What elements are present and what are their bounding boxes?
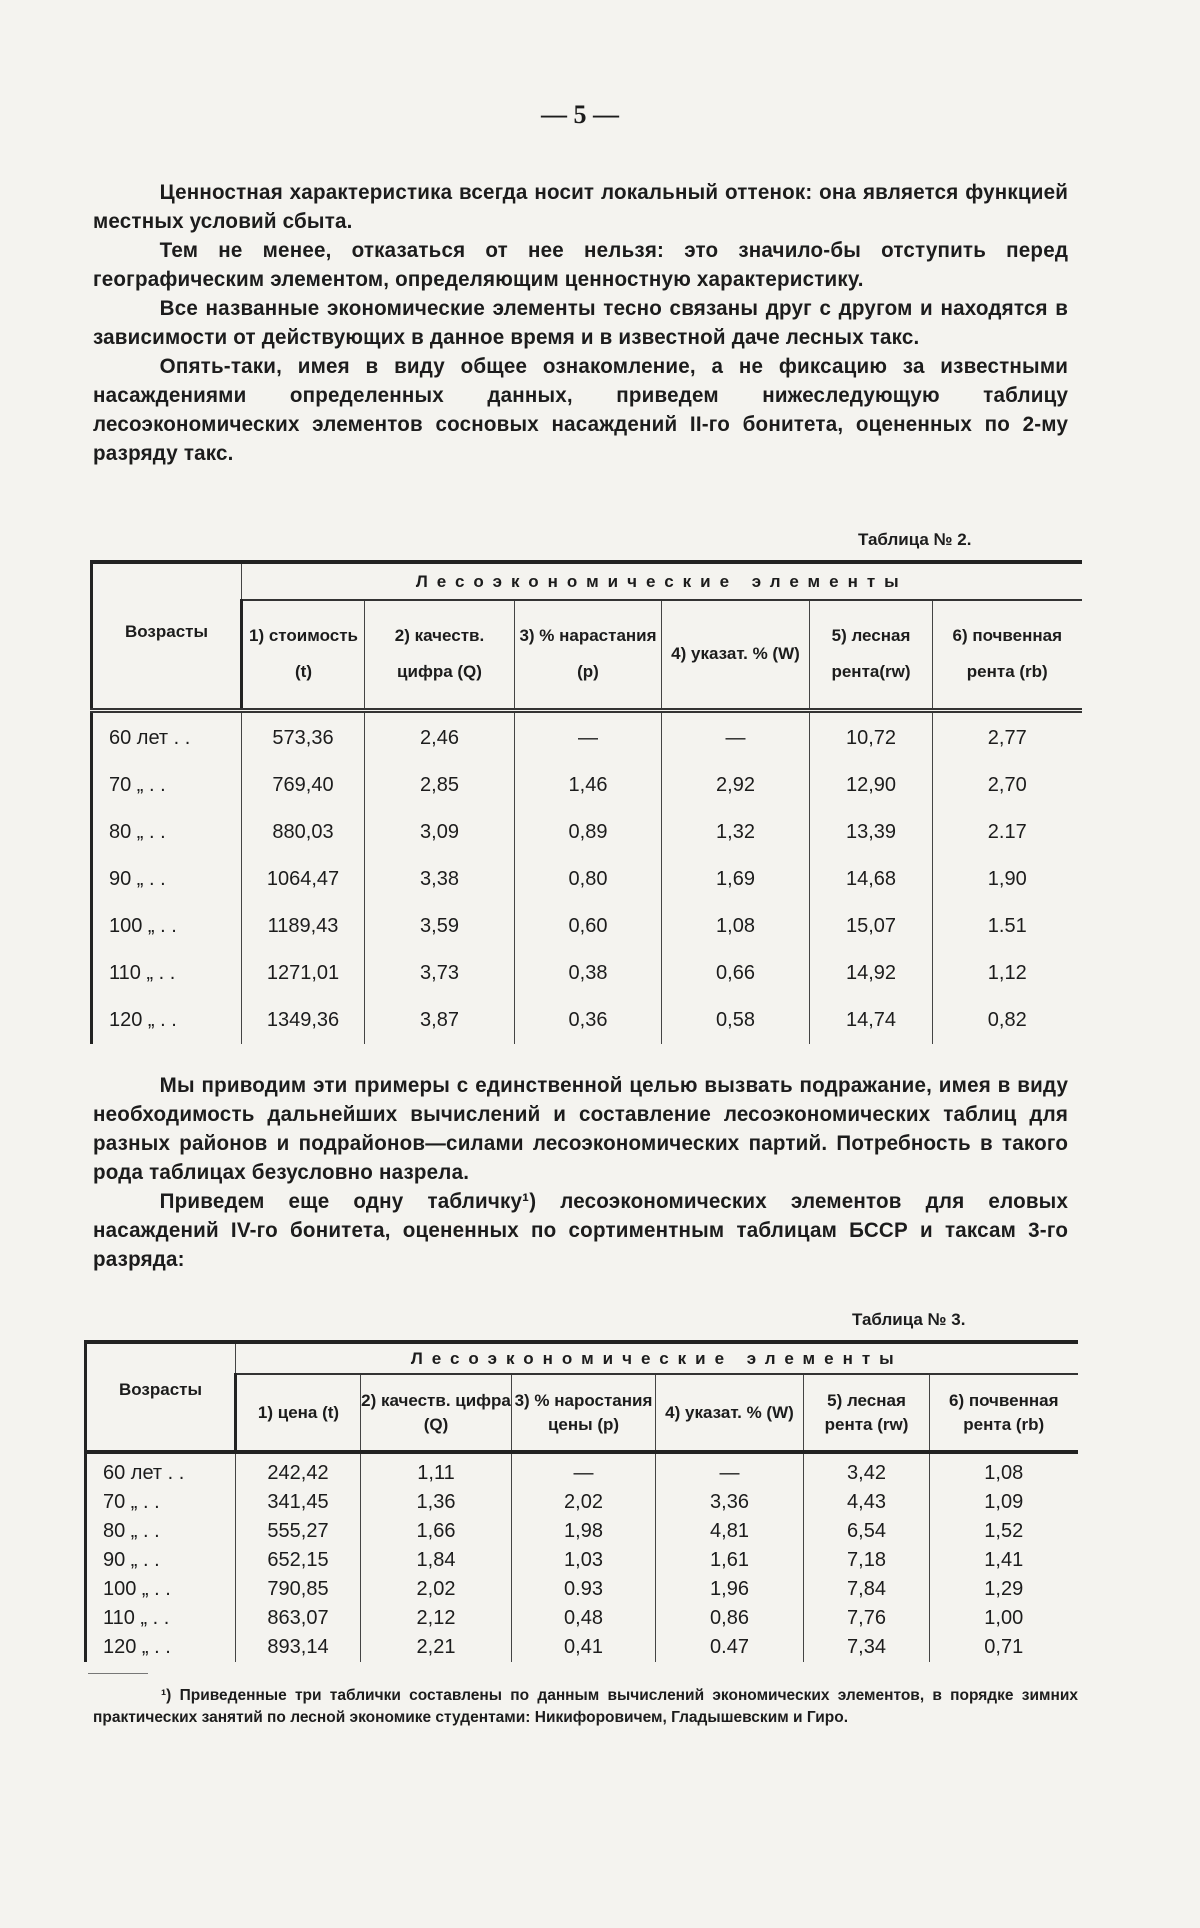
value-cell: 1,66 [361,1517,512,1546]
column-header: 4) указат. % (W) [662,600,810,710]
column-header: 6) почвенная рента (rb) [933,600,1082,710]
column-header: 3) % наростания цены (p) [512,1374,656,1452]
value-cell: 2,02 [361,1575,512,1604]
age-cell: 70 „ . . [86,1488,236,1517]
table-row [92,710,1082,762]
value-cell: 7,34 [804,1633,930,1662]
value-cell: 652,15 [236,1546,361,1575]
value-cell: 12,90 [810,762,933,809]
value-cell: 3,38 [365,856,515,903]
age-cell: 90 „ . . [86,1546,236,1575]
value-cell: 0,38 [515,950,662,997]
intro-text [93,178,1068,468]
age-cell: 90 „ . . [92,856,242,903]
group-header: Лесоэкономические элементы [242,562,1082,600]
age-cell: 60 лет . . [92,710,242,762]
value-cell: 242,42 [236,1452,361,1488]
value-cell: 14,68 [810,856,933,903]
value-cell: 573,36 [242,710,365,762]
table-row [86,1488,1078,1517]
column-header: 5) лесная рента(rw) [810,600,933,710]
value-cell: 1349,36 [242,997,365,1044]
value-cell: 769,40 [242,762,365,809]
column-header: 2) качеств. цифра (Q) [361,1374,512,1452]
group-header: Лесоэкономические элементы [236,1342,1078,1374]
value-cell: 3,42 [804,1452,930,1488]
value-cell: 1,08 [662,903,810,950]
value-cell: — [515,710,662,762]
value-cell: 3,73 [365,950,515,997]
age-cell: 100 „ . . [92,903,242,950]
age-cell: 60 лет . . [86,1452,236,1488]
value-cell: 555,27 [236,1517,361,1546]
table-row [92,903,1082,950]
value-cell: 1,29 [930,1575,1078,1604]
value-cell: 2.17 [933,809,1082,856]
table-2 [90,560,1082,1044]
table-row [86,1633,1078,1662]
value-cell: 15,07 [810,903,933,950]
paragraph: Все названные экономические элементы тесно связаны друг с другом и находятся в зависимости от действующих в данное время и в известной даче лесных такс. [93,294,1068,352]
value-cell: 0,71 [930,1633,1078,1662]
value-cell: 1271,01 [242,950,365,997]
value-cell: 1,32 [662,809,810,856]
value-cell: 14,92 [810,950,933,997]
paragraph: Опять-таки, имея в виду общее ознакомление, а не фиксацию за известными насаждениями определенных данных, приведем нижеследующую таблицу лесоэкономических элементов сосновых насаждений II-го бонитета, оцененных по 2-му разряду такс. [93,352,1068,468]
column-header: 5) лесная рента (rw) [804,1374,930,1452]
value-cell: 2,12 [361,1604,512,1633]
table3-caption: Таблица № 3. [852,1310,965,1330]
middle-text [93,1071,1068,1274]
value-cell: 880,03 [242,809,365,856]
page-number: — 5 — [0,100,1160,130]
table-row [86,1604,1078,1633]
value-cell: 893,14 [236,1633,361,1662]
value-cell: 1,41 [930,1546,1078,1575]
value-cell: 0.47 [656,1633,804,1662]
footnote-text: ¹) Приведенные три таблички составлены по данным вычислений экономических элементов, в порядке зимних практических занятий по лесной экономике студентами: Никифоровичем, Гладышевским и Гиро. [93,1685,1078,1729]
value-cell: 2,92 [662,762,810,809]
value-cell: 0,86 [656,1604,804,1633]
value-cell: 0,58 [662,997,810,1044]
table2-caption: Таблица № 2. [858,530,971,550]
value-cell: 7,76 [804,1604,930,1633]
value-cell: 2,77 [933,710,1082,762]
value-cell: 7,18 [804,1546,930,1575]
column-header: Возрасты [86,1342,236,1452]
paragraph: Мы приводим эти примеры с единственной целью вызвать подражание, имея в виду необходимость дальнейших вычислений и составление лесоэкономических таблиц для разных районов и подрайонов—силами лесоэкономических партий. Потребность в такого рода таблицах безусловно назрела. [93,1071,1068,1187]
table-row [92,856,1082,903]
value-cell: 3,59 [365,903,515,950]
age-cell: 120 „ . . [92,997,242,1044]
value-cell: 1,08 [930,1452,1078,1488]
footnote [93,1685,1078,1729]
value-cell: 1,61 [656,1546,804,1575]
value-cell: 1064,47 [242,856,365,903]
value-cell: 13,39 [810,809,933,856]
value-cell: 10,72 [810,710,933,762]
value-cell: 1,00 [930,1604,1078,1633]
value-cell: 14,74 [810,997,933,1044]
age-cell: 70 „ . . [92,762,242,809]
value-cell: 2,70 [933,762,1082,809]
column-header: 3) % нарастания (p) [515,600,662,710]
table-3 [84,1340,1078,1662]
value-cell: 0,48 [512,1604,656,1633]
value-cell: 1,52 [930,1517,1078,1546]
column-header: 1) цена (t) [236,1374,361,1452]
paragraph: Тем не менее, отказаться от нее нельзя: это значило-бы отступить перед географическим элементом, определяющим ценностную характеристику. [93,236,1068,294]
table-row [86,1452,1078,1488]
value-cell: 0,89 [515,809,662,856]
value-cell: 0,80 [515,856,662,903]
value-cell: 3,87 [365,997,515,1044]
table-row [86,1575,1078,1604]
value-cell: 2,02 [512,1488,656,1517]
column-header: Возрасты [92,562,242,710]
column-header: 6) почвенная рента (rb) [930,1374,1078,1452]
value-cell: 0,36 [515,997,662,1044]
column-header: 2) качеств. цифра (Q) [365,600,515,710]
value-cell: 4,43 [804,1488,930,1517]
age-cell: 110 „ . . [92,950,242,997]
value-cell: 0.93 [512,1575,656,1604]
value-cell: 1,69 [662,856,810,903]
value-cell: 1,84 [361,1546,512,1575]
value-cell: 0,41 [512,1633,656,1662]
column-header: 1) стоимость (t) [242,600,365,710]
value-cell: 1.51 [933,903,1082,950]
paragraph: Приведем еще одну табличку¹) лесоэкономических элементов для еловых насаждений IV-го бонитета, оцененных по сортиментным таблицам БССР и таксам 3-го разряда: [93,1187,1068,1274]
value-cell: 0,82 [933,997,1082,1044]
age-cell: 110 „ . . [86,1604,236,1633]
table-row [86,1517,1078,1546]
value-cell: 4,81 [656,1517,804,1546]
value-cell: 790,85 [236,1575,361,1604]
table-row [92,762,1082,809]
value-cell: 1,09 [930,1488,1078,1517]
age-cell: 80 „ . . [86,1517,236,1546]
table-row [86,1546,1078,1575]
value-cell: 1,36 [361,1488,512,1517]
table-row [92,809,1082,856]
value-cell: 7,84 [804,1575,930,1604]
value-cell: 863,07 [236,1604,361,1633]
value-cell: 2,21 [361,1633,512,1662]
age-cell: 80 „ . . [92,809,242,856]
value-cell: 1,46 [515,762,662,809]
value-cell: 1,96 [656,1575,804,1604]
age-cell: 100 „ . . [86,1575,236,1604]
value-cell: 1,90 [933,856,1082,903]
age-cell: 120 „ . . [86,1633,236,1662]
value-cell: 1,12 [933,950,1082,997]
value-cell: 1,11 [361,1452,512,1488]
value-cell: — [512,1452,656,1488]
value-cell: 6,54 [804,1517,930,1546]
value-cell: 1,03 [512,1546,656,1575]
column-header: 4) указат. % (W) [656,1374,804,1452]
value-cell: — [662,710,810,762]
value-cell: 2,46 [365,710,515,762]
table-row [92,950,1082,997]
value-cell: 341,45 [236,1488,361,1517]
value-cell: 2,85 [365,762,515,809]
value-cell: 1189,43 [242,903,365,950]
value-cell: 1,98 [512,1517,656,1546]
value-cell: 0,60 [515,903,662,950]
value-cell: 3,36 [656,1488,804,1517]
value-cell: 0,66 [662,950,810,997]
footnote-divider [88,1673,148,1674]
paragraph: Ценностная характеристика всегда носит локальный оттенок: она является функцией местных условий сбыта. [93,178,1068,236]
table-row [92,997,1082,1044]
value-cell: 3,09 [365,809,515,856]
value-cell: — [656,1452,804,1488]
